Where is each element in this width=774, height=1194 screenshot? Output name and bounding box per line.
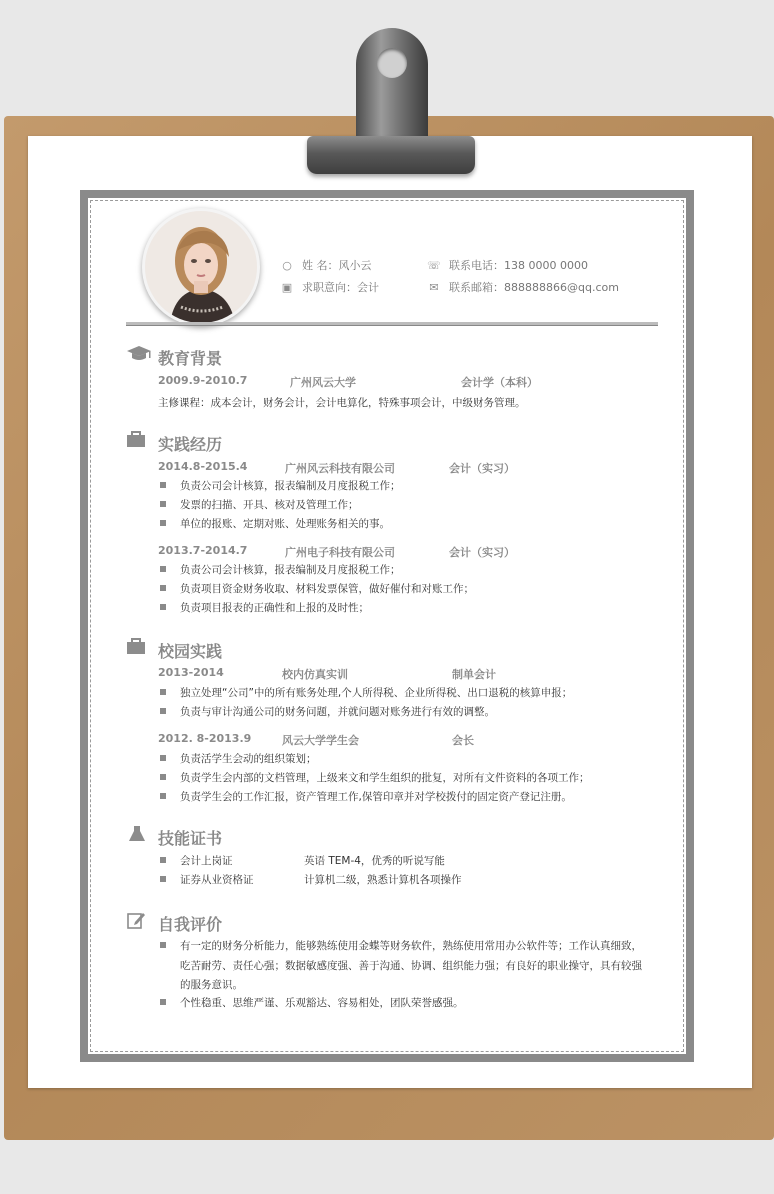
skill-name: 会计上岗证	[180, 855, 233, 867]
job-item: 负责项目报表的正确性和上报的及时性；	[180, 602, 369, 614]
binder-clip	[356, 28, 428, 146]
campus-org: 校内仿真实训	[282, 668, 348, 681]
bullet	[160, 999, 166, 1005]
job-company: 广州风云科技有限公司	[285, 462, 395, 475]
edu-school: 广州风云大学	[290, 376, 356, 389]
campus-role: 制单会计	[452, 668, 496, 681]
bullet	[160, 793, 166, 799]
graduation-cap-icon	[126, 345, 152, 363]
bullet	[160, 520, 166, 526]
bullet	[160, 482, 166, 488]
self-text: 吃苦耐劳、责任心强；数据敏感度强、善于沟通、协调、组织能力强；有良好的职业操守，具有较强	[180, 960, 642, 972]
profile-intent: ▣ 求职意向：会计	[281, 281, 379, 294]
self-text: 有一定的财务分析能力，能够熟练使用金蝶等财务软件，熟练使用常用办公软件等；工作认真细致，	[180, 940, 642, 952]
bullet	[160, 708, 166, 714]
bullet	[160, 585, 166, 591]
skill-name: 证券从业资格证	[180, 874, 254, 886]
briefcase-icon	[126, 638, 146, 655]
edit-icon	[127, 911, 146, 929]
header-divider	[126, 322, 658, 326]
bullet	[160, 501, 166, 507]
phone-icon: ☏	[427, 259, 441, 272]
job-item: 单位的报账、定期对账、处理账务相关的事。	[180, 518, 390, 530]
edu-major: 会计学（本科）	[461, 376, 538, 389]
job-role: 会计（实习）	[449, 462, 515, 475]
binder-clip-hole	[377, 48, 407, 78]
edu-period: 2009.9-2010.7	[158, 374, 248, 387]
self-text: 个性稳重、思维严谨、乐观豁达、容易相处，团队荣誉感强。	[180, 997, 464, 1009]
job-item: 负责公司会计核算，报表编制及月度报税工作；	[180, 480, 401, 492]
mail-icon: ✉	[429, 281, 439, 294]
section-title-skills: 技能证书	[158, 829, 223, 848]
campus-item: 负责学生会的工作汇报，资产管理工作,保管印章并对学校拨付的固定资产登记注册。	[180, 791, 572, 803]
job-period: 2013.7-2014.7	[158, 544, 248, 557]
edu-courses: 主修课程：成本会计，财务会计，会计电算化，特殊事项会计，中级财务管理。	[158, 397, 526, 409]
campus-item: 独立处理“公司”中的所有账务处理,个人所得税、企业所得税、出口退税的核算申报；	[180, 687, 573, 699]
skill-desc: 计算机二级，熟悉计算机各项操作	[304, 874, 462, 886]
job-item: 负责项目资金财务收取、材料发票保管，做好催付和对账工作；	[180, 583, 474, 595]
campus-item: 负责学生会内部的文档管理，上级来文和学生组织的批复，对所有文件资料的各项工作；	[180, 772, 590, 784]
flask-icon	[128, 825, 146, 843]
campus-item: 负责与审计沟通公司的财务问题，并就问题对账务进行有效的调整。	[180, 706, 495, 718]
job-period: 2014.8-2015.4	[158, 460, 248, 473]
briefcase-icon: ▣	[281, 281, 293, 294]
job-company: 广州电子科技有限公司	[285, 546, 395, 559]
section-title-education: 教育背景	[158, 349, 223, 368]
campus-period: 2013-2014	[158, 666, 224, 679]
section-title-practice: 实践经历	[158, 435, 223, 454]
campus-org: 风云大学学生会	[282, 734, 359, 747]
binder-clip-base	[307, 136, 475, 174]
job-role: 会计（实习）	[449, 546, 515, 559]
bullet	[160, 604, 166, 610]
campus-period: 2012. 8-2013.9	[158, 732, 252, 745]
skill-desc: 英语 TEM-4，优秀的听说写能	[304, 855, 445, 867]
profile-phone: ☏ 联系电话：138 0000 0000	[427, 259, 588, 272]
bullet	[160, 566, 166, 572]
campus-item: 负责活学生会动的组织策划；	[180, 753, 317, 765]
section-title-self: 自我评价	[158, 915, 223, 934]
profile-email: ✉ 联系邮箱：888888866@qq.com	[427, 279, 619, 295]
bullet	[160, 689, 166, 695]
person-icon: ○	[282, 259, 292, 272]
job-item: 发票的扫描、开具、核对及管理工作；	[180, 499, 359, 511]
bullet	[160, 857, 166, 863]
bullet	[160, 876, 166, 882]
bullet	[160, 755, 166, 761]
bullet	[160, 942, 166, 948]
campus-role: 会长	[452, 734, 474, 747]
briefcase-icon	[126, 431, 146, 448]
profile-name: ○ 姓 名：风小云	[280, 257, 372, 273]
avatar	[142, 208, 260, 326]
section-title-campus: 校园实践	[158, 642, 223, 661]
job-item: 负责公司会计核算，报表编制及月度报税工作；	[180, 564, 401, 576]
self-text: 的服务意识。	[180, 979, 243, 991]
bullet	[160, 774, 166, 780]
